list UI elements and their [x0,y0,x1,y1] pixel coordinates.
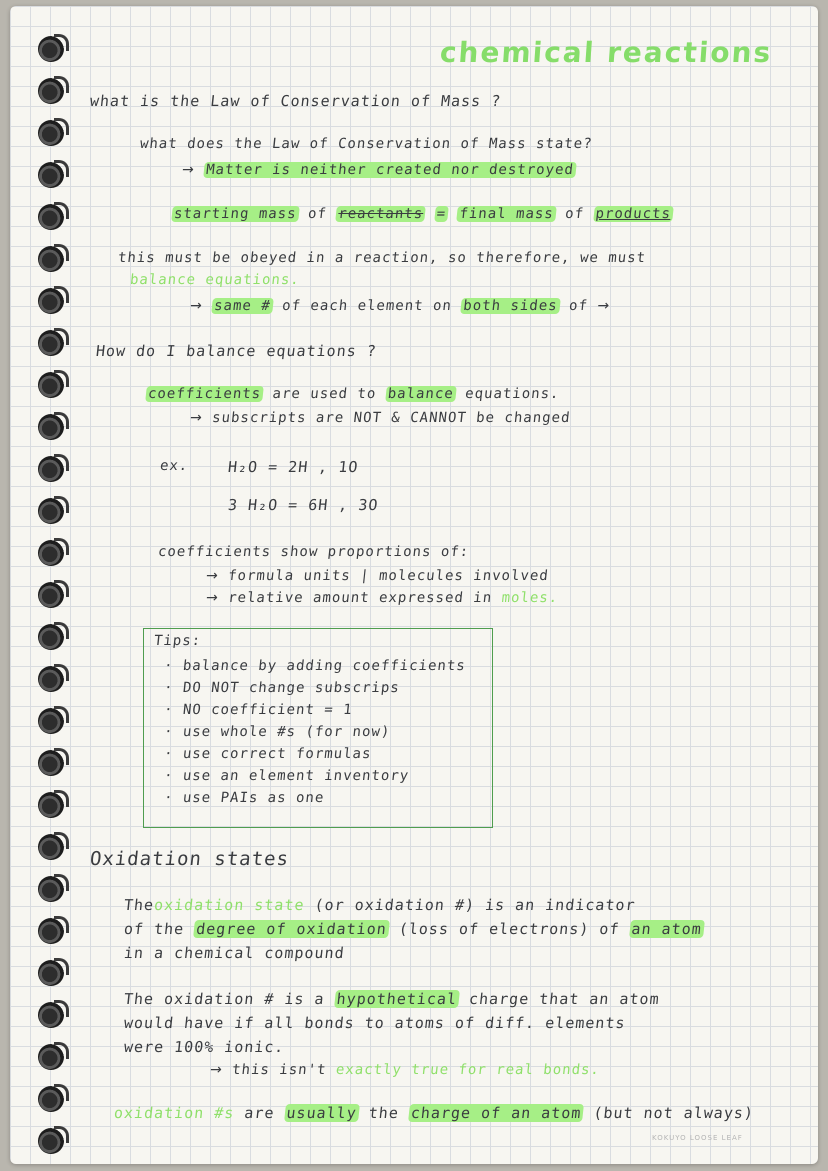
tips-box [143,628,493,828]
law-question: what does the Law of Conservation of Mass state? [139,136,594,152]
example-line-2: 3 H₂O = 6H , 3O [227,496,380,514]
ring-icon [38,120,64,146]
balance: balance [386,386,455,402]
arrow-icon: → [205,590,220,606]
ring-icon [38,1086,64,1112]
oxidation-para-2-line-2: would have if all bonds to atoms of diff. elements [123,1014,627,1032]
ring-icon [38,918,64,944]
mass-equation [171,206,674,222]
question-conservation-mass: what is the Law of Conservation of Mass ? [89,92,503,110]
arrow-icon: → [209,1062,224,1078]
oxidation-para-2-line-3: were 100% ionic. [123,1038,286,1056]
of-text: of [564,206,585,222]
arrow-icon: → [205,568,220,584]
coefficients-show-heading: coefficients show proportions of: [157,544,470,560]
law-answer-line [181,162,577,178]
ring-icon [38,36,64,62]
ring-icon [38,540,64,566]
products: products [594,206,672,222]
final-mass: final mass [458,206,555,222]
ring-icon [38,582,64,608]
an-atom: an atom [630,920,703,938]
oxidation-para-1-line-2: of the degree of oxidation (loss of electrons) of an atom [123,920,703,938]
reactants: reactants [337,206,425,222]
tip-item: · DO NOT change subscrips [163,680,401,696]
oxidation-para-2-line-1: The oxidation # is a hypothetical charge that an atom [123,990,661,1008]
ring-icon [38,456,64,482]
are-used-text: are used to [271,386,378,402]
ring-icon [38,246,64,272]
moles-text: moles. [500,590,560,606]
arrow-icon: → [189,298,204,314]
example-line-1: H₂O = 2H , 1O [227,458,360,476]
oxidation-para-2-line-4: → this isn't exactly true for real bonds. [209,1062,601,1078]
oxidation-para-1-line-3: in a chemical compound [123,944,346,962]
coefficients-show-item-2 [205,590,559,606]
subscripts-note: subscripts are NOT & CANNOT be changed [211,410,572,426]
ring-icon [38,1128,64,1154]
ring-icon [38,876,64,902]
tip-item: · use an element inventory [163,768,410,784]
ring-icon [38,330,64,356]
ring-icon [38,834,64,860]
same-number: same # [213,298,272,314]
formula-units-text: formula units | molecules involved [227,568,550,584]
ring-icon [38,78,64,104]
tip-item: · NO coefficient = 1 [163,702,354,718]
ring-icon [38,1002,64,1028]
ring-icon [38,960,64,986]
tips-heading: Tips: [153,633,202,649]
ring-icon [38,204,64,230]
ring-icon [38,162,64,188]
equals-sign: = [435,206,447,222]
equations-text: equations. [464,386,561,402]
tip-item: · use PAIs as one [163,790,326,806]
arrow-icon: → [596,298,611,314]
law-answer: Matter is neither created nor destroyed [205,162,575,178]
ring-icon [38,792,64,818]
oxidation-states-heading: Oxidation states [88,848,291,870]
charge-of-an-atom: charge of an atom [409,1104,583,1122]
ring-icon [38,414,64,440]
arrow-icon: → [181,162,196,178]
ring-icon [38,498,64,524]
tips-list [164,655,466,809]
example-label: ex. [159,458,190,474]
tip-item: · balance by adding coefficients [163,658,467,674]
oxidation-para-1-line-1: Theoxidation state (or oxidation #) is an indicator [123,896,637,914]
starting-mass: starting mass [173,206,298,222]
ring-icon [38,372,64,398]
same-number-line [189,298,611,314]
oxidation-numbers: oxidation #s [113,1104,236,1122]
paper-brand-stamp: KOKUYO LOOSE LEAF [652,1134,743,1142]
not-exactly-true: exactly true for real bonds. [335,1062,601,1078]
ring-icon [38,666,64,692]
subscripts-line [189,410,571,426]
tip-item: · use correct formulas [163,746,373,762]
page-title: chemical reactions [438,36,774,69]
ring-icon [38,750,64,776]
ring-icon [38,1044,64,1070]
arrow-icon: → [189,410,204,426]
ring-icon [38,288,64,314]
of-text: of [307,206,328,222]
oxidation-state-term: oxidation state [153,896,306,914]
ring-icon [38,708,64,734]
hypothetical: hypothetical [335,990,458,1008]
oxidation-last-line: oxidation #s are usually the charge of an atom (but not always) [113,1104,755,1122]
tip-item: · use whole #s (for now) [163,724,392,740]
balance-equations-line: balance equations. [129,272,301,288]
relative-amount-text: relative amount expressed in [227,590,494,606]
question-balance: How do I balance equations ? [95,342,378,360]
notebook-page [10,6,818,1164]
usually: usually [285,1104,358,1122]
degree-of-oxidation: degree of oxidation [195,920,388,938]
coefficients-line [145,386,560,402]
ring-icon [38,624,64,650]
each-element-text: of each element on [281,298,453,314]
must-obey-line: this must be obeyed in a reaction, so therefore, we must [117,250,647,266]
coefficients: coefficients [147,386,262,402]
coefficients-show-item-1 [205,568,549,584]
both-sides: both sides [462,298,559,314]
of-text: of [568,298,589,314]
